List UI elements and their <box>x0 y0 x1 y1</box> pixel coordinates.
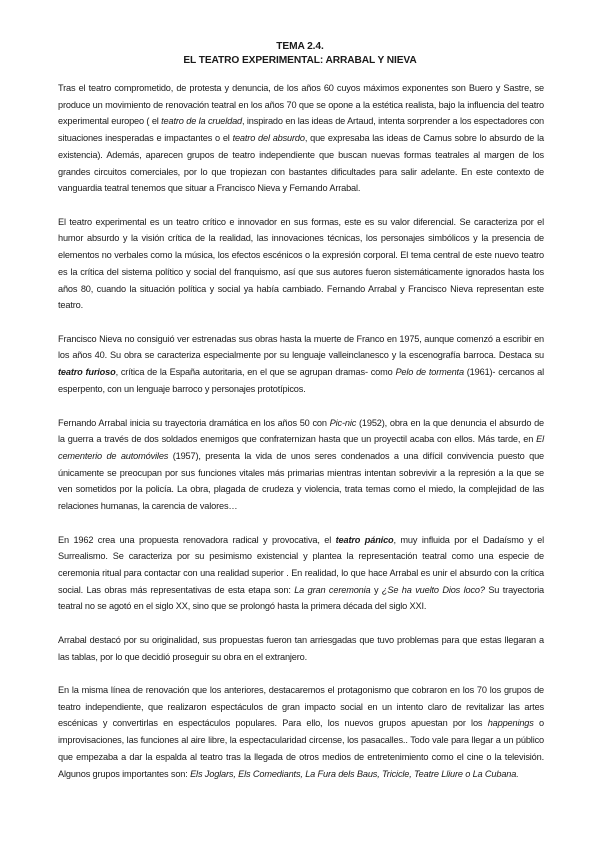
document-heading-title: EL TEATRO EXPERIMENTAL: ARRABAL Y NIEVA <box>183 55 417 66</box>
text-run: El teatro experimental es un teatro crítico e innovador en sus formas, este es su valor diferencial. Se caracteriza por el humor absurdo y la visión crítica de la realidad, las innovaciones técnicas, los personajes simbólicos y la presencia de elementos no verbales como la música, los efectos escénicos o la expresión corporal. El tema central de este nuevo teatro es la crítica del sistema político y social del franquismo, así que sus autores fueron sistemáticamente ignorados hasta los años 80, cuando la situación política y social ya había cambiado. Fernando Arrabal y Francisco Nieva representan este teatro. <box>58 216 544 311</box>
emphasis-italic: El cementerio de automóviles <box>58 434 544 461</box>
text-run: (1957), presenta la vida de unos seres condenados a una difícil convivencia puesto que únicamente se preocupan por sus funciones vitales más primarias mientras intentan sobrevivir a la represión a la que se ven sometidos por la policía. La obra, plagada de crudeza y violencia, trata temas como el miedo, la complejidad de las relaciones humanas, la carencia de valores… <box>58 450 544 512</box>
text-run: , muy influida por el Dadaísmo y el Surrealismo. Se caracteriza por su pesimismo existencial y plantea la representación teatral como una especie de ceremonia ritual para contactar con una realidad superior . En realidad, lo que hace Arrabal es unir el absurdo con la crítica social. Las obras más representativas de esta etapa son: <box>58 534 544 595</box>
emphasis-italic: happenings <box>487 718 534 729</box>
paragraph-intro <box>58 80 544 197</box>
paragraph-fernando-arrabal <box>58 415 544 515</box>
paragraph-francisco-nieva <box>58 331 544 398</box>
emphasis-italic: Pic-nic <box>329 417 357 428</box>
text-run: Fernando Arrabal inicia su trayectoria dramática en los años 50 con <box>58 417 330 428</box>
emphasis-bold-italic: teatro furioso <box>58 367 116 378</box>
text-run: , que expresaba las ideas de Camus sobre lo absurdo de la existencia). Además, aparecen grupos de teatro independiente que buscan nuevas formas teatrales al margen de los grandes circuitos comerciales, por lo que tropiezan con bastantes dificultades para salir adelante. En este contexto de vanguardia teatral tenemos que situar a Francisco Nieva y Fernando Arrabal. <box>58 133 544 194</box>
text-run: o improvisaciones, las funciones al aire libre, la espectacularidad circense, los pasacalles.. Todo vale para llegar a un público que empezaba a dar la espalda al teatro tras la llegada de otros medios de entretenimiento como el cine o la televisión. Algunos grupos importantes son: <box>58 718 544 779</box>
paragraph-teatro-panico <box>58 532 544 616</box>
emphasis-bold-italic: teatro pánico <box>335 534 394 545</box>
text-run: , inspirado en las ideas de Artaud, intenta sorprender a los espectadores con situaciones inesperadas e impactantes o el <box>58 116 544 144</box>
text-run: (1961)- cercanos al esperpento, con un lenguaje barroco y personajes prototípicos. <box>58 367 544 394</box>
document-body <box>58 80 544 799</box>
paragraph-teatro-experimental <box>58 214 544 314</box>
text-run: y <box>370 584 382 595</box>
paragraph-arrabal-originalidad <box>58 632 544 665</box>
text-run: (1952), obra en la que denuncia el absurdo de la guerra a través de dos soldados enemigos que confraternizan hasta que un proyectil acaba con ellos. Más tarde, en <box>58 417 545 445</box>
text-run: En 1962 crea una propuesta renovadora radical y provocativa, el <box>58 534 336 545</box>
title-block <box>60 40 540 68</box>
document-heading-number: TEMA 2.4. <box>276 41 324 52</box>
emphasis-italic: teatro de la crueldad <box>161 116 243 127</box>
emphasis-italic: Els Joglars, Els Comediants, La Fura dels Baus, Tricicle, Teatre Lliure o La Cubana. <box>190 768 519 779</box>
text-run: Tras el teatro comprometido, de protesta y denuncia, de los años 60 cuyos máximos exponentes son Buero y Sastre, se produce un movimiento de renovación teatral en los años 70 que se opone a la estética realista, bajo la influencia del teatro experimental europeo ( el <box>58 83 544 127</box>
text-run: Francisco Nieva no consiguió ver estrenadas sus obras hasta la muerte de Franco en 1975, aunque comenzó a escribir en los años 40. Su obra se caracteriza especialmente por su lenguaje valleinclanesco y la escenografía barroca. Destaca su <box>58 333 544 361</box>
text-run: Arrabal destacó por su originalidad, sus propuestas fueron tan arriesgadas que tuvo problemas para que estas llegaran a las tablas, por lo que decidió proseguir su obra en el extranjero. <box>58 634 544 662</box>
text-run: Su trayectoria teatral no se agotó en el siglo XX, sino que se prolongó hasta la primera década del siglo XXI. <box>58 584 544 612</box>
text-run: En la misma línea de renovación que los anteriores, destacaremos el protagonismo que cobraron en los 70 los grupos de teatro independiente, que realizaron espectáculos de gran impacto social en un intento claro de revitalizar las artes escénicas y convertirlas en espectáculos populares. Para ello, los nuevos grupos apuestan por los <box>58 685 544 729</box>
text-run: , crítica de la España autoritaria, en el que se agrupan dramas- como <box>115 367 396 378</box>
emphasis-italic: ¿Se ha vuelto Dios loco? <box>381 584 485 595</box>
emphasis-italic: La gran ceremonia <box>294 584 371 595</box>
paragraph-teatro-independiente <box>58 682 544 782</box>
emphasis-italic: Pelo de tormenta <box>395 367 464 378</box>
emphasis-italic: teatro del absurdo <box>232 133 305 144</box>
